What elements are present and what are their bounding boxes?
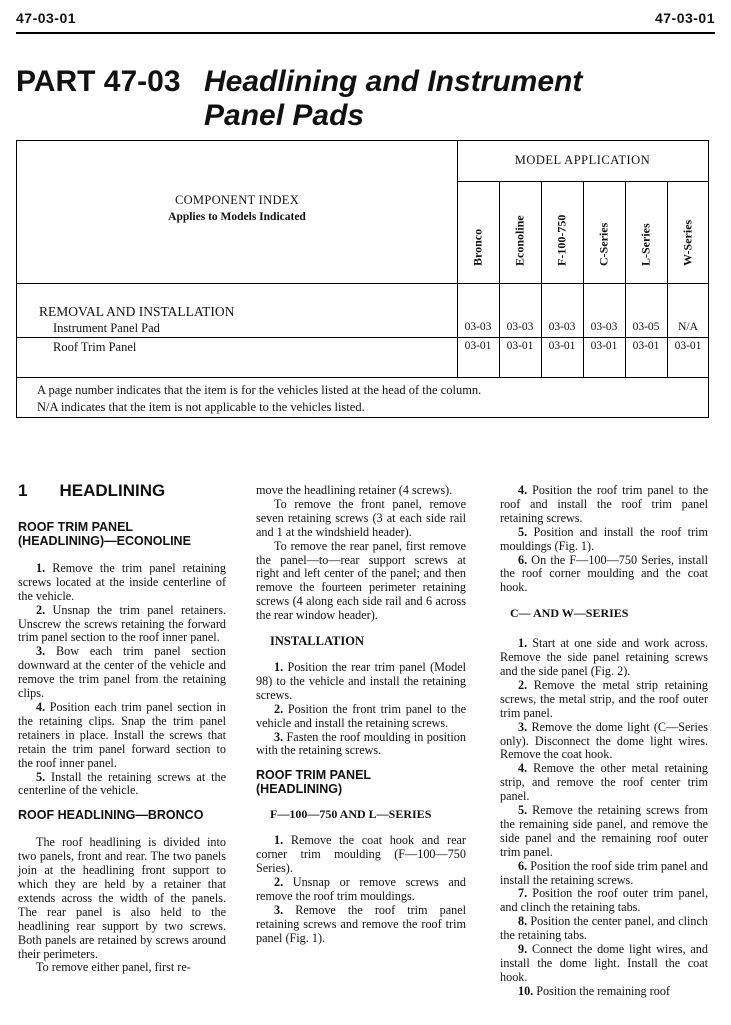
title-line-2: Panel Pads	[204, 99, 365, 132]
model-header-w-series: W-Series	[680, 219, 695, 266]
table-note: N/A indicates that the item is not applicable to the vehicles listed.	[37, 400, 365, 414]
header-rule	[16, 32, 715, 34]
step-paragraph: 4. Position the roof trim panel to the roof and install the roof trim panel retaining screws.	[500, 483, 708, 525]
divider	[457, 181, 708, 182]
body-paragraph: To remove the front panel, remove seven retaining screws (3 at each side rail and 1 at the windshield header).	[256, 496, 466, 539]
table-cell: 03-01	[590, 340, 618, 352]
table-row	[17, 340, 708, 358]
divider	[17, 283, 708, 284]
row-label: Roof Trim Panel	[53, 340, 137, 354]
text-column-2	[256, 484, 466, 945]
step-paragraph: 5. Remove the retaining screws from the remaining side panel, and remove the side panel and the remaining roof outer trim panel.	[500, 803, 708, 859]
model-application-label: MODEL APPLICATION	[514, 153, 651, 167]
subheading: C— AND W—SERIES	[510, 606, 629, 621]
step-paragraph: 1. Remove the trim panel retaining screws located at the inside centerline of the vehicle.	[18, 560, 226, 603]
step-paragraph: 3. Remove the dome light (C—Series only). Disconnect the dome light wires. Remove the coat hook.	[500, 719, 708, 762]
divider	[17, 377, 708, 378]
model-header-econoline: Econoline	[512, 215, 527, 266]
table-cell: N/A	[678, 321, 698, 333]
table-cell: 03-05	[632, 321, 660, 333]
step-paragraph: 2. Unsnap the trim panel retainers. Unscrew the screws retaining the forward trim panel section to the roof inner panel.	[18, 602, 226, 645]
part-number: PART 47-03	[16, 65, 181, 98]
subheading: ROOF TRIM PANEL (HEADLINING)	[256, 768, 372, 797]
step-paragraph: 6. On the F—100—750 Series, install the roof corner moulding and the coat hook.	[500, 552, 708, 595]
body-paragraph: To remove either panel, first re-	[36, 960, 191, 975]
table-cell: 03-03	[464, 321, 492, 333]
table-note: A page number indicates that the item is for the vehicles listed at the head of the column.	[37, 383, 482, 397]
step-paragraph: 3. Fasten the roof moulding in position with the retaining screws.	[256, 729, 466, 758]
text-column-3	[500, 484, 708, 999]
step-paragraph: 3. Bow each trim panel section downward at the center of the vehicle and remove the trim panel from the retaining clips.	[18, 644, 226, 701]
body-paragraph: To remove the rear panel, first remove the panel—to—rear support screws at right and left center of the panel; and then remove the fourteen perimeter retaining screws (4 along each side rail and 6 across the rear window header).	[256, 538, 466, 623]
step-paragraph: 2. Position the front trim panel to the vehicle and install the retaining screws.	[256, 701, 466, 730]
table-cell: 03-01	[632, 340, 660, 352]
table-cell: 03-03	[590, 321, 618, 333]
step-paragraph: 9. Connect the dome light wires, and install the dome light. Install the coat hook.	[500, 942, 708, 984]
model-header-c-series: C-Series	[596, 222, 611, 266]
table-cell: 03-01	[548, 340, 576, 352]
model-header-bronco: Bronco	[470, 228, 485, 266]
step-paragraph: 6. Position the roof side trim panel and install the retaining screws.	[500, 858, 708, 887]
step-paragraph: 5. Position and install the roof trim mouldings (Fig. 1).	[500, 524, 708, 553]
component-index-table	[16, 140, 709, 418]
step-paragraph: 2. Remove the metal strip retaining screws, the metal strip, and the roof outer trim panel.	[500, 677, 708, 720]
step-paragraph: 1. Position the rear trim panel (Model 98) to the vehicle and install the retaining screws.	[256, 659, 466, 702]
row-label: Instrument Panel Pad	[53, 321, 160, 335]
table-cell: 03-03	[506, 321, 534, 333]
section-label: REMOVAL AND INSTALLATION	[39, 304, 235, 319]
body-paragraph: move the headlining retainer (4 screws).	[256, 483, 453, 497]
table-cell: 03-01	[674, 340, 702, 352]
model-header-l-series: L-Series	[638, 223, 653, 266]
table-cell: 03-03	[548, 321, 576, 333]
step-paragraph: 1. Start at one side and work across. Remove the side panel retaining screws and the side panel (Fig. 2).	[500, 636, 708, 678]
table-row	[17, 321, 708, 339]
text-column-1	[18, 481, 226, 975]
step-paragraph: 8. Position the center panel, and clinch the retaining tabs.	[500, 914, 708, 943]
step-paragraph: 2. Unsnap or remove screws and remove the roof trim mouldings.	[256, 874, 466, 903]
subheading: F—100—750 AND L—SERIES	[270, 807, 432, 822]
subheading: ROOF TRIM PANEL (HEADLINING)—ECONOLINE	[18, 519, 191, 548]
title-line-1: Headlining and Instrument	[204, 65, 583, 98]
step-paragraph: 5. Install the retaining screws at the centerline of the vehicle.	[18, 769, 226, 798]
step-paragraph: 7. Position the roof outer trim panel, and clinch the retaining tabs.	[500, 886, 708, 915]
page-code-left: 47-03-01	[16, 10, 77, 26]
step-paragraph: 10. Position the remaining roof	[518, 983, 670, 998]
subheading: ROOF HEADLINING—BRONCO	[18, 808, 204, 823]
table-cell: 03-01	[464, 340, 492, 352]
step-paragraph: 3. Remove the roof trim panel retaining screws and remove the roof trim panel (Fig. 1).	[256, 902, 466, 945]
subheading: INSTALLATION	[270, 634, 365, 649]
section-heading: 1 HEADLINING	[18, 481, 166, 500]
page-code-right: 47-03-01	[654, 10, 715, 26]
step-paragraph: 4. Remove the other metal retaining strip, and remove the roof center trim panel.	[500, 761, 708, 804]
component-index-label: COMPONENT INDEX	[174, 193, 300, 207]
model-header-f100-750: F-100-750	[554, 214, 569, 266]
step-paragraph: 1. Remove the coat hook and rear corner trim moulding (F—100—750 Series).	[256, 833, 466, 876]
body-paragraph: The roof headlining is divided into two panels, front and rear. The two panels join at the headlining front support to which they are held by a retainer that extends across the width of the panels. The rear panel is also held to the headlining rear support by two screws. Both panels are retained by screws around their perimeters.	[18, 835, 226, 961]
applies-to-label: Applies to Models Indicated	[168, 211, 306, 223]
step-paragraph: 4. Position each trim panel section in the retaining clips. Snap the trim panel retainers in place. Install the screws that retain the trim panel forward section to the roof inner panel.	[18, 699, 226, 770]
table-cell: 03-01	[506, 340, 534, 352]
